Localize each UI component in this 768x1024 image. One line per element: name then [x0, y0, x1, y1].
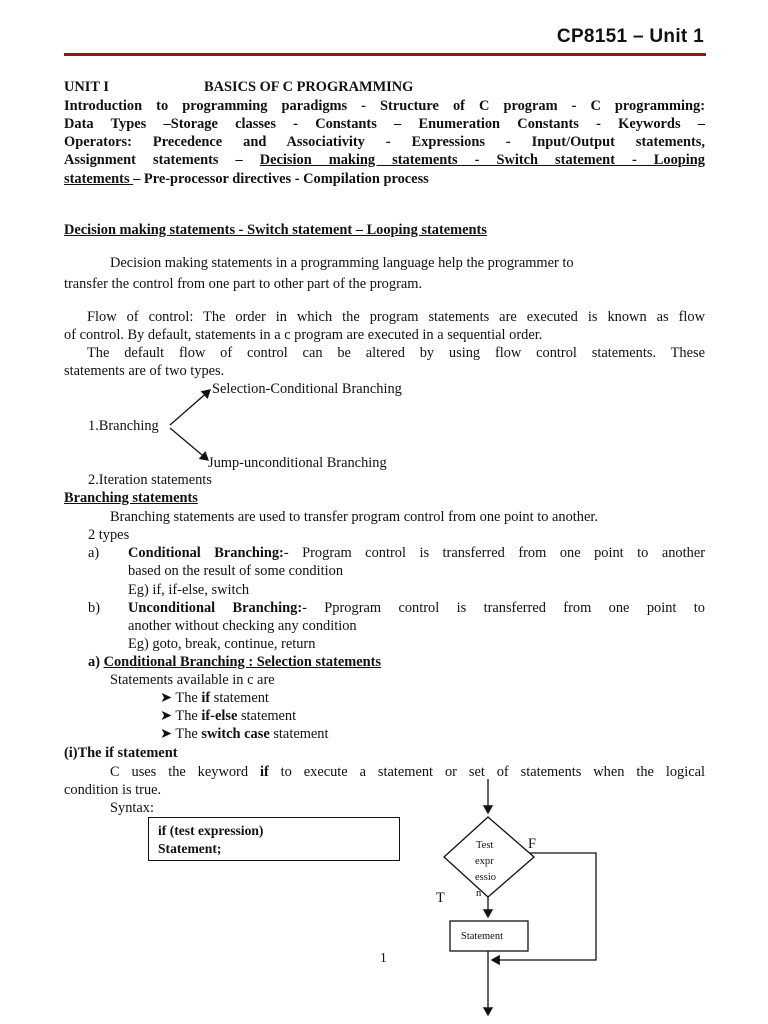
branching-heading: Branching statements [64, 490, 198, 506]
arrow-bullet-icon: ➤ [160, 690, 173, 706]
syllabus-line-5b: – Pre-processor directives - Compilation process [133, 171, 429, 187]
code-line-2: Statement; [158, 841, 222, 856]
arrow-bullet-icon: ➤ [160, 726, 173, 742]
syllabus-line-4a: Assignment statements – [64, 152, 260, 168]
type-b-text: - Pprogram control is transferred from one point to [302, 600, 705, 616]
list-item-if-else [160, 708, 296, 725]
syllabus-line-2: Data Types –Storage classes - Constants – Enumeration Constants - Keywords – [64, 116, 705, 132]
syntax-label: Syntax: [110, 800, 154, 816]
flow-line-3: The default flow of control can be altered by using flow control statements. These [87, 345, 705, 361]
if-line-2: condition is true. [64, 782, 162, 798]
diagram-selection: Selection-Conditional Branching [212, 381, 402, 397]
type-a-term: Conditional Branching: [128, 545, 284, 561]
test-line-1: Test [476, 840, 494, 851]
header-rule [64, 53, 706, 56]
flow-line-1: Flow of control: The order in which the program statements are executed is known as flow [87, 309, 705, 325]
type-b-term: Unconditional Branching: [128, 600, 303, 616]
test-line-2: expr [475, 856, 494, 867]
section-heading: Decision making statements - Switch statement – Looping statements [64, 222, 487, 238]
test-line-4: n [476, 888, 482, 899]
conditional-heading: Conditional Branching : Selection statements [103, 654, 382, 670]
if-line-1a: C uses the keyword [110, 764, 260, 780]
item-post: statement [237, 708, 297, 724]
if-keyword: if [259, 764, 269, 780]
branching-desc: Branching statements are used to transfer program control from one point to another. [110, 509, 598, 525]
if-heading: (i)The if statement [64, 745, 178, 761]
type-a-line-1 [128, 545, 705, 562]
list-item-if [160, 690, 269, 707]
diagram-branching: 1.Branching [88, 418, 159, 434]
type-a-marker: a) [88, 545, 100, 561]
code-line-1: if (test expression) [158, 823, 264, 838]
type-a-line-2: based on the result of some condition [128, 563, 344, 579]
syllabus-line-5 [64, 171, 429, 188]
true-label: T [436, 890, 445, 906]
test-line-3: essio [475, 872, 496, 883]
intro-line-2: transfer the control from one part to other part of the program. [64, 276, 423, 292]
flow-line-2: of control. By default, statements in a c program are executed in a sequential order. [64, 327, 543, 343]
item-keyword: if [201, 690, 211, 706]
unit-title: BASICS OF C PROGRAMMING [204, 79, 414, 95]
type-b-line-1 [128, 600, 705, 617]
branch-arrows [160, 380, 220, 470]
branching-types: 2 types [88, 527, 130, 543]
item-pre: The [175, 690, 202, 706]
item-post: statement [269, 726, 329, 742]
diagram-iteration: 2.Iteration statements [88, 472, 212, 488]
intro-line-1: Decision making statements in a programming language help the programmer to [110, 255, 574, 271]
conditional-prefix: a) [88, 654, 104, 670]
item-keyword: switch case [201, 726, 270, 742]
syllabus-line-5a: statements [64, 171, 134, 187]
syllabus-line-3: Operators: Precedence and Associativity - Expressions - Input/Output statements, [64, 134, 705, 150]
syllabus-line-1: Introduction to programming paradigms - Structure of C program - C programming: [64, 98, 705, 114]
type-a-example: Eg) if, if-else, switch [128, 582, 250, 598]
if-flowchart [420, 775, 620, 1020]
false-label: F [528, 836, 537, 852]
item-pre: The [175, 708, 202, 724]
if-line-1b: to execute a statement or set of statements when the logical [268, 764, 705, 780]
flow-line-4: statements are of two types. [64, 363, 225, 379]
conditional-heading-line [88, 654, 381, 671]
statements-available: Statements available in c are [110, 672, 275, 688]
page-number: 1 [380, 950, 387, 965]
syllabus-line-4 [64, 152, 705, 169]
type-b-line-2: another without checking any condition [128, 618, 357, 634]
list-item-switch [160, 726, 328, 743]
unit-label: UNIT I [64, 79, 109, 95]
type-a-text: - Program control is transferred from one point to another [283, 545, 706, 561]
item-pre: The [175, 726, 202, 742]
arrow-bullet-icon: ➤ [160, 708, 173, 724]
type-b-example: Eg) goto, break, continue, return [128, 636, 316, 652]
course-header: CP8151 – Unit 1 [556, 26, 704, 47]
statement-label: Statement [461, 931, 503, 942]
syllabus-line-4b: Decision making statements - Switch statement - Looping [259, 152, 705, 168]
item-keyword: if-else [201, 708, 238, 724]
diagram-jump: Jump-unconditional Branching [208, 455, 387, 471]
item-post: statement [210, 690, 269, 706]
type-b-marker: b) [88, 600, 100, 616]
